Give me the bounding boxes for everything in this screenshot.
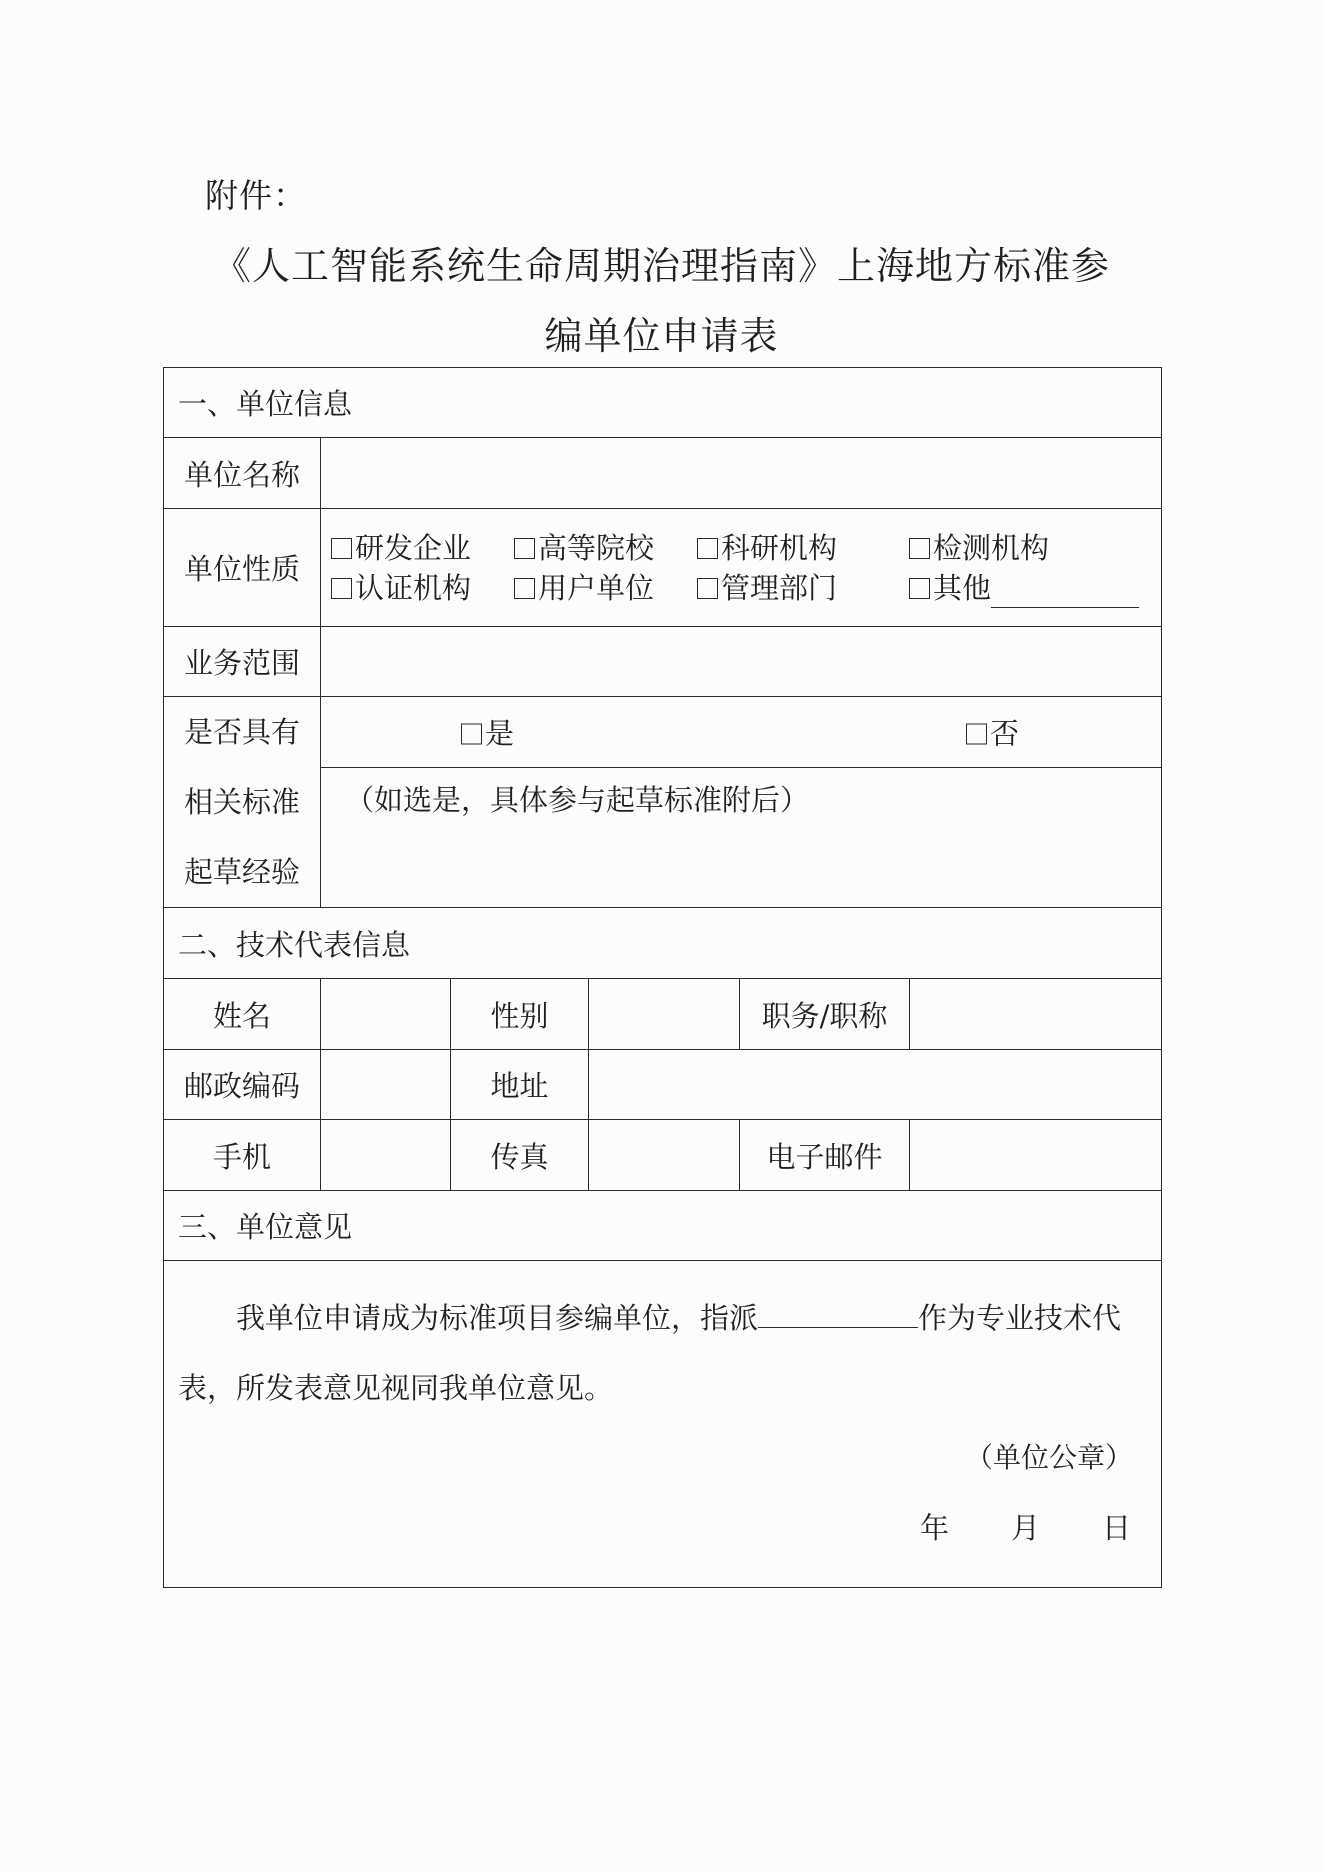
option-rd-enterprise[interactable]: 研发企业	[331, 528, 514, 568]
email-label: 电子邮件	[740, 1120, 910, 1191]
checkbox-icon[interactable]	[331, 538, 352, 559]
date-year: 年	[919, 1511, 949, 1545]
gender-field[interactable]	[589, 979, 740, 1050]
application-form-table	[163, 367, 1162, 1588]
option-management-dept[interactable]: 管理部门	[697, 568, 909, 608]
name-label: 姓名	[164, 979, 321, 1050]
mobile-label: 手机	[164, 1120, 321, 1191]
business-scope-field[interactable]	[321, 627, 1162, 697]
mobile-field[interactable]	[321, 1120, 451, 1191]
annex-label: 附件：	[205, 176, 307, 215]
name-field[interactable]	[321, 979, 451, 1050]
address-label: 地址	[451, 1050, 589, 1120]
address-field[interactable]	[589, 1050, 1162, 1120]
date-line	[920, 1506, 1131, 1547]
position-label: 职务/职称	[740, 979, 910, 1050]
date-day: 日	[1102, 1511, 1132, 1545]
option-yes[interactable]: 是	[461, 711, 514, 752]
other-blank-line[interactable]	[991, 577, 1139, 608]
representative-blank-line[interactable]	[758, 1297, 918, 1328]
postcode-label: 邮政编码	[164, 1050, 321, 1120]
option-certification-body[interactable]: 认证机构	[331, 568, 514, 608]
experience-yes-no	[321, 697, 1162, 768]
unit-opinion-box	[164, 1261, 1162, 1588]
opinion-statement: 我单位申请成为标准项目参编单位，指派 作为专业技术代表，所发表意见视同我单位意见。	[178, 1283, 1139, 1423]
checkbox-icon[interactable]	[697, 578, 718, 599]
checkbox-icon[interactable]	[461, 723, 482, 744]
experience-note[interactable]: （如选是，具体参与起草标准附后）	[321, 767, 1162, 907]
fax-field[interactable]	[589, 1120, 740, 1191]
experience-label: 是否具有 相关标准 起草经验	[164, 697, 321, 908]
section1-heading: 一、单位信息	[164, 368, 1162, 438]
unit-seal-label: （单位公章）	[965, 1441, 1134, 1474]
option-university[interactable]: 高等院校	[514, 528, 697, 568]
checkbox-icon[interactable]	[966, 723, 987, 744]
unit-name-label: 单位名称	[164, 438, 321, 509]
checkbox-icon[interactable]	[514, 578, 535, 599]
checkbox-icon[interactable]	[909, 578, 930, 599]
postcode-field[interactable]	[321, 1050, 451, 1120]
business-scope-label: 业务范围	[164, 627, 321, 697]
option-no[interactable]: 否	[966, 711, 1019, 752]
unit-name-field[interactable]	[321, 438, 1162, 509]
option-testing-institute[interactable]: 检测机构	[909, 528, 1049, 568]
fax-label: 传真	[451, 1120, 589, 1191]
checkbox-icon[interactable]	[331, 578, 352, 599]
checkbox-icon[interactable]	[514, 538, 535, 559]
section2-heading: 二、技术代表信息	[164, 908, 1162, 979]
section3-heading: 三、单位意见	[164, 1191, 1162, 1261]
checkbox-icon[interactable]	[697, 538, 718, 559]
form-title-line2: 编单位申请表	[544, 314, 779, 358]
gender-label: 性别	[451, 979, 589, 1050]
option-user-unit[interactable]: 用户单位	[514, 568, 697, 608]
email-field[interactable]	[910, 1120, 1162, 1191]
checkbox-icon[interactable]	[909, 538, 930, 559]
option-research-institute[interactable]: 科研机构	[697, 528, 909, 568]
unit-type-options	[321, 509, 1162, 627]
date-month: 月	[1010, 1511, 1040, 1545]
form-title-line1: 《人工智能系统生命周期治理指南》上海地方标准参	[212, 244, 1110, 288]
option-other[interactable]: 其他	[909, 568, 1139, 608]
unit-type-label: 单位性质	[164, 509, 321, 627]
position-field[interactable]	[910, 979, 1162, 1050]
